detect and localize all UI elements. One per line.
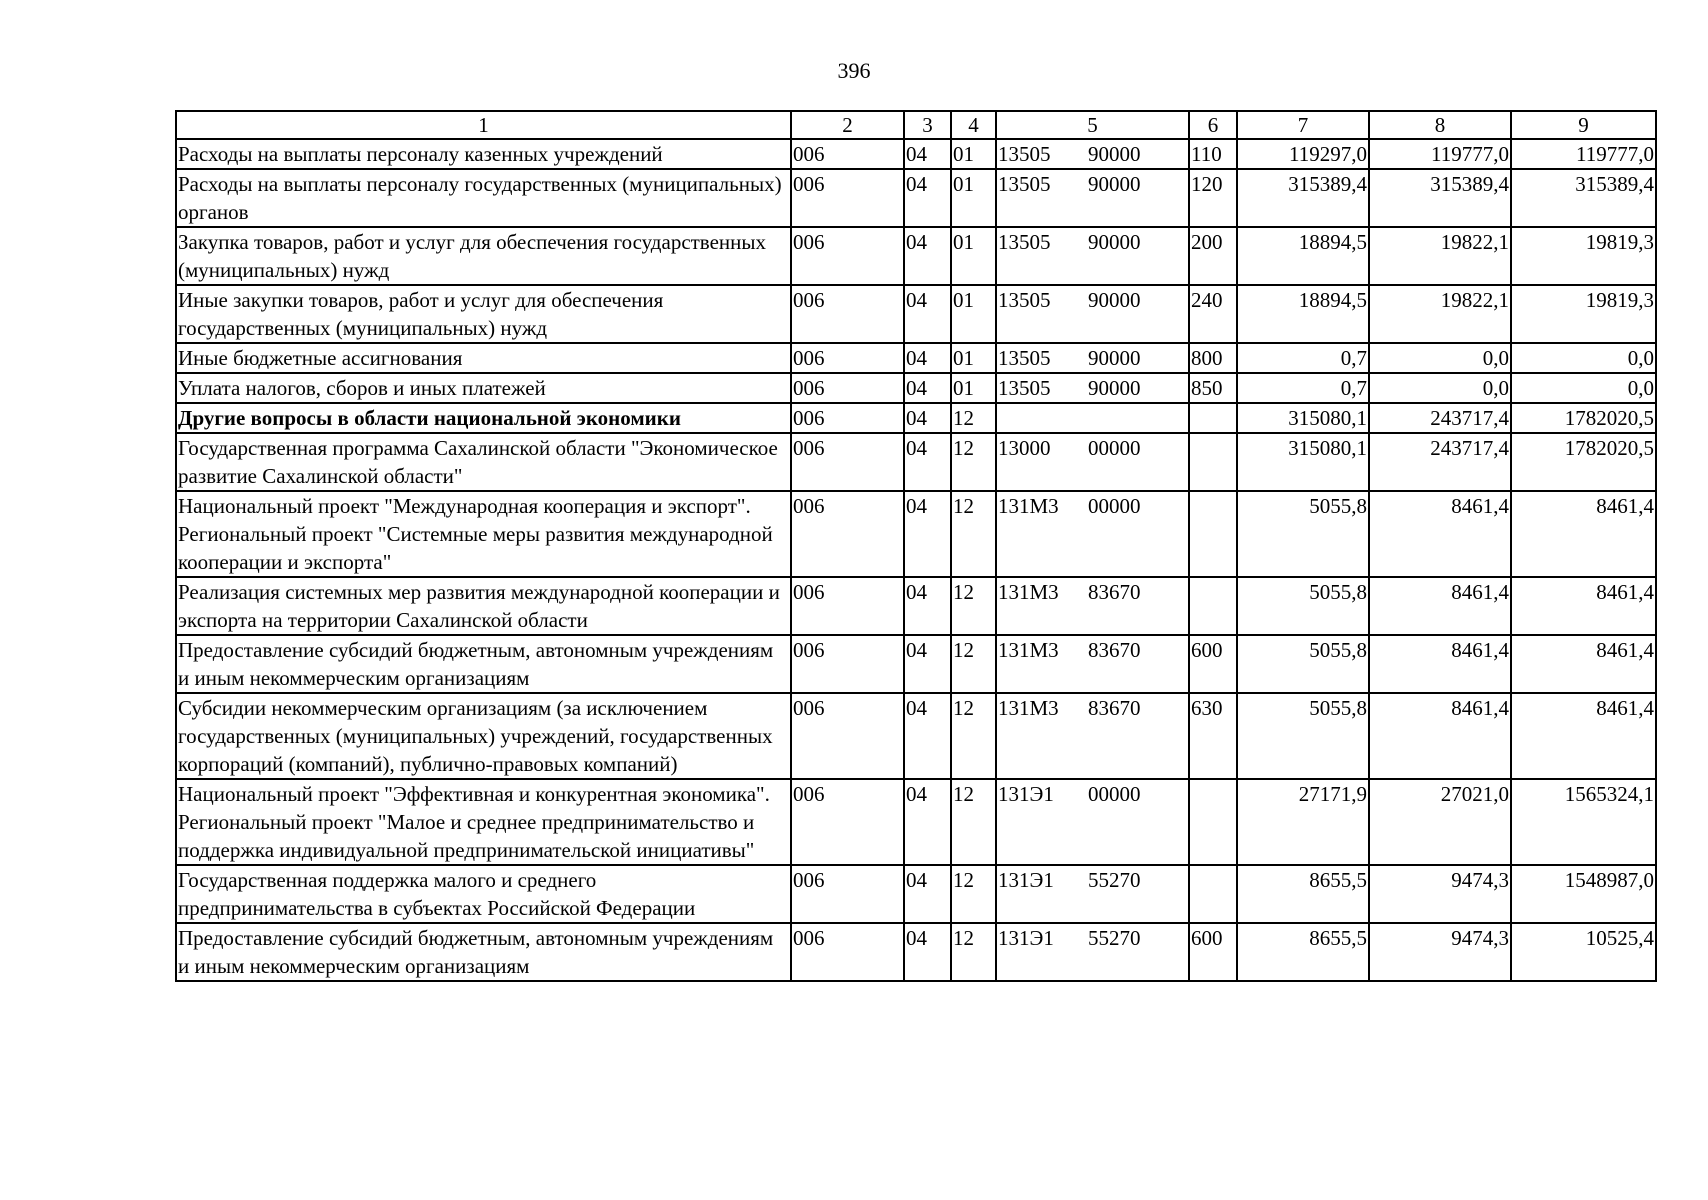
header-cell-1: 1 — [176, 111, 791, 139]
row-name: Закупка товаров, работ и услуг для обеспечения государственных (муниципальных) нужд — [176, 227, 791, 285]
target-article-code — [996, 433, 1189, 491]
subsection-code: 12 — [951, 923, 996, 981]
direction-code: 83670 — [1088, 696, 1141, 720]
ministry-code: 006 — [791, 139, 904, 169]
direction-code: 00000 — [1088, 436, 1141, 460]
expense-type-code: 850 — [1189, 373, 1237, 403]
target-article-code — [996, 693, 1189, 779]
amount-col-7: 315080,1 — [1237, 433, 1369, 491]
direction-code: 90000 — [1088, 230, 1141, 254]
expense-type-code — [1189, 433, 1237, 491]
amount-col-8: 119777,0 — [1369, 139, 1511, 169]
amount-col-8: 243717,4 — [1369, 403, 1511, 433]
budget-table — [175, 110, 1657, 982]
section-code: 04 — [904, 403, 951, 433]
header-cell-8: 8 — [1369, 111, 1511, 139]
amount-col-9: 1782020,5 — [1511, 433, 1656, 491]
row-name: Иные закупки товаров, работ и услуг для обеспечения государственных (муниципальных) нужд — [176, 285, 791, 343]
amount-col-9: 1548987,0 — [1511, 865, 1656, 923]
table-row — [176, 343, 1656, 373]
program-code: 13505 — [998, 346, 1051, 370]
page-number: 396 — [837, 58, 871, 83]
row-name: Другие вопросы в области национальной экономики — [176, 403, 791, 433]
ministry-code: 006 — [791, 693, 904, 779]
amount-col-8: 8461,4 — [1369, 635, 1511, 693]
expense-type-code — [1189, 865, 1237, 923]
header-row — [176, 111, 1656, 139]
target-article-code — [996, 779, 1189, 865]
subsection-code: 12 — [951, 433, 996, 491]
amount-col-8: 315389,4 — [1369, 169, 1511, 227]
table-row — [176, 865, 1656, 923]
subsection-code: 12 — [951, 865, 996, 923]
row-name: Расходы на выплаты персоналу казенных учреждений — [176, 139, 791, 169]
ministry-code: 006 — [791, 169, 904, 227]
direction-code: 83670 — [1088, 580, 1141, 604]
amount-col-9: 8461,4 — [1511, 491, 1656, 577]
table-row — [176, 635, 1656, 693]
section-code: 04 — [904, 635, 951, 693]
direction-code: 90000 — [1088, 346, 1141, 370]
direction-code: 90000 — [1088, 376, 1141, 400]
subsection-code: 12 — [951, 491, 996, 577]
section-code: 04 — [904, 285, 951, 343]
expense-type-code — [1189, 577, 1237, 635]
ministry-code: 006 — [791, 433, 904, 491]
expense-type-code: 240 — [1189, 285, 1237, 343]
target-article-code — [996, 285, 1189, 343]
ministry-code: 006 — [791, 779, 904, 865]
ministry-code: 006 — [791, 923, 904, 981]
expense-type-code — [1189, 491, 1237, 577]
ministry-code: 006 — [791, 635, 904, 693]
section-code: 04 — [904, 373, 951, 403]
direction-code: 90000 — [1088, 288, 1141, 312]
amount-col-9: 1782020,5 — [1511, 403, 1656, 433]
header-cell-4: 4 — [951, 111, 996, 139]
expense-type-code: 800 — [1189, 343, 1237, 373]
amount-col-8: 9474,3 — [1369, 923, 1511, 981]
program-code: 13505 — [998, 230, 1051, 254]
header-cell-3: 3 — [904, 111, 951, 139]
subsection-code: 01 — [951, 343, 996, 373]
header-cell-9: 9 — [1511, 111, 1656, 139]
row-name: Предоставление субсидий бюджетным, автономным учреждениям и иным некоммерческим организациям — [176, 923, 791, 981]
amount-col-8: 0,0 — [1369, 373, 1511, 403]
amount-col-9: 1565324,1 — [1511, 779, 1656, 865]
amount-col-7: 315389,4 — [1237, 169, 1369, 227]
target-article-code — [996, 923, 1189, 981]
amount-col-7: 0,7 — [1237, 343, 1369, 373]
amount-col-7: 119297,0 — [1237, 139, 1369, 169]
amount-col-8: 8461,4 — [1369, 491, 1511, 577]
amount-col-8: 19822,1 — [1369, 285, 1511, 343]
table-row — [176, 491, 1656, 577]
ministry-code: 006 — [791, 343, 904, 373]
amount-col-9: 8461,4 — [1511, 635, 1656, 693]
table-row — [176, 139, 1656, 169]
table-row — [176, 403, 1656, 433]
direction-code: 00000 — [1088, 782, 1141, 806]
section-code: 04 — [904, 433, 951, 491]
section-code: 04 — [904, 923, 951, 981]
amount-col-7: 18894,5 — [1237, 285, 1369, 343]
expense-type-code: 600 — [1189, 635, 1237, 693]
amount-col-7: 18894,5 — [1237, 227, 1369, 285]
row-name: Уплата налогов, сборов и иных платежей — [176, 373, 791, 403]
ministry-code: 006 — [791, 373, 904, 403]
subsection-code: 12 — [951, 779, 996, 865]
section-code: 04 — [904, 139, 951, 169]
subsection-code: 01 — [951, 139, 996, 169]
amount-col-9: 19819,3 — [1511, 227, 1656, 285]
amount-col-9: 0,0 — [1511, 373, 1656, 403]
table-row — [176, 433, 1656, 491]
subsection-code: 01 — [951, 169, 996, 227]
amount-col-7: 27171,9 — [1237, 779, 1369, 865]
ministry-code: 006 — [791, 577, 904, 635]
row-name: Реализация системных мер развития международной кооперации и экспорта на территории Сахалинской области — [176, 577, 791, 635]
section-code: 04 — [904, 491, 951, 577]
row-name: Иные бюджетные ассигнования — [176, 343, 791, 373]
row-name: Государственная программа Сахалинской области "Экономическое развитие Сахалинской области" — [176, 433, 791, 491]
subsection-code: 12 — [951, 403, 996, 433]
amount-col-9: 19819,3 — [1511, 285, 1656, 343]
amount-col-7: 5055,8 — [1237, 693, 1369, 779]
ministry-code: 006 — [791, 403, 904, 433]
amount-col-7: 8655,5 — [1237, 923, 1369, 981]
target-article-code — [996, 577, 1189, 635]
direction-code: 00000 — [1088, 494, 1141, 518]
program-code: 13000 — [998, 436, 1051, 460]
header-cell-2: 2 — [791, 111, 904, 139]
expense-type-code: 110 — [1189, 139, 1237, 169]
amount-col-8: 8461,4 — [1369, 577, 1511, 635]
target-article-code — [996, 227, 1189, 285]
table-row — [176, 577, 1656, 635]
amount-col-7: 8655,5 — [1237, 865, 1369, 923]
subsection-code: 12 — [951, 693, 996, 779]
expense-type-code — [1189, 403, 1237, 433]
subsection-code: 12 — [951, 635, 996, 693]
ministry-code: 006 — [791, 285, 904, 343]
target-article-code — [996, 491, 1189, 577]
target-article-code — [996, 865, 1189, 923]
amount-col-7: 5055,8 — [1237, 491, 1369, 577]
table-row — [176, 227, 1656, 285]
target-article-code — [996, 373, 1189, 403]
header-cell-5: 5 — [996, 111, 1189, 139]
amount-col-8: 8461,4 — [1369, 693, 1511, 779]
subsection-code: 01 — [951, 373, 996, 403]
direction-code: 55270 — [1088, 868, 1141, 892]
expense-type-code: 200 — [1189, 227, 1237, 285]
target-article-code — [996, 403, 1189, 433]
target-article-code — [996, 635, 1189, 693]
amount-col-7: 5055,8 — [1237, 577, 1369, 635]
target-article-code — [996, 139, 1189, 169]
row-name: Предоставление субсидий бюджетным, автономным учреждениям и иным некоммерческим организациям — [176, 635, 791, 693]
amount-col-9: 8461,4 — [1511, 693, 1656, 779]
expense-type-code: 600 — [1189, 923, 1237, 981]
table-row — [176, 169, 1656, 227]
subsection-code: 01 — [951, 227, 996, 285]
program-code: 131Э1 — [998, 782, 1054, 806]
table-row — [176, 373, 1656, 403]
program-code: 131Э1 — [998, 868, 1054, 892]
subsection-code: 01 — [951, 285, 996, 343]
program-code: 13505 — [998, 376, 1051, 400]
section-code: 04 — [904, 865, 951, 923]
program-code: 131М3 — [998, 494, 1059, 518]
direction-code: 90000 — [1088, 142, 1141, 166]
header-cell-7: 7 — [1237, 111, 1369, 139]
amount-col-8: 19822,1 — [1369, 227, 1511, 285]
amount-col-7: 0,7 — [1237, 373, 1369, 403]
program-code: 131Э1 — [998, 926, 1054, 950]
subsection-code: 12 — [951, 577, 996, 635]
program-code: 131М3 — [998, 638, 1059, 662]
program-code: 13505 — [998, 142, 1051, 166]
amount-col-9: 315389,4 — [1511, 169, 1656, 227]
ministry-code: 006 — [791, 865, 904, 923]
amount-col-8: 9474,3 — [1369, 865, 1511, 923]
row-name: Субсидии некоммерческим организациям (за исключением государственных (муниципальных) учреждений, государственных корпораций (компаний), публично-правовых компаний) — [176, 693, 791, 779]
program-code: 131М3 — [998, 696, 1059, 720]
amount-col-9: 8461,4 — [1511, 577, 1656, 635]
section-code: 04 — [904, 169, 951, 227]
table-row — [176, 285, 1656, 343]
amount-col-9: 10525,4 — [1511, 923, 1656, 981]
amount-col-9: 0,0 — [1511, 343, 1656, 373]
program-code: 131М3 — [998, 580, 1059, 604]
amount-col-7: 5055,8 — [1237, 635, 1369, 693]
expense-type-code: 120 — [1189, 169, 1237, 227]
program-code: 13505 — [998, 288, 1051, 312]
program-code: 13505 — [998, 172, 1051, 196]
direction-code: 83670 — [1088, 638, 1141, 662]
amount-col-8: 27021,0 — [1369, 779, 1511, 865]
section-code: 04 — [904, 693, 951, 779]
amount-col-8: 243717,4 — [1369, 433, 1511, 491]
expense-type-code — [1189, 779, 1237, 865]
ministry-code: 006 — [791, 491, 904, 577]
section-code: 04 — [904, 227, 951, 285]
amount-col-8: 0,0 — [1369, 343, 1511, 373]
table-row — [176, 923, 1656, 981]
row-name: Расходы на выплаты персоналу государственных (муниципальных) органов — [176, 169, 791, 227]
table-body — [176, 139, 1656, 981]
section-code: 04 — [904, 779, 951, 865]
row-name: Государственная поддержка малого и среднего предпринимательства в субъектах Российской Федерации — [176, 865, 791, 923]
header-cell-6: 6 — [1189, 111, 1237, 139]
direction-code: 55270 — [1088, 926, 1141, 950]
table-row — [176, 693, 1656, 779]
ministry-code: 006 — [791, 227, 904, 285]
target-article-code — [996, 169, 1189, 227]
table-row — [176, 779, 1656, 865]
expense-type-code: 630 — [1189, 693, 1237, 779]
amount-col-9: 119777,0 — [1511, 139, 1656, 169]
section-code: 04 — [904, 577, 951, 635]
target-article-code — [996, 343, 1189, 373]
amount-col-7: 315080,1 — [1237, 403, 1369, 433]
section-code: 04 — [904, 343, 951, 373]
direction-code: 90000 — [1088, 172, 1141, 196]
row-name: Национальный проект "Международная кооперация и экспорт". Региональный проект "Системные меры развития международной кооперации и экспорта" — [176, 491, 791, 577]
row-name: Национальный проект "Эффективная и конкурентная экономика". Региональный проект "Малое и среднее предпринимательство и поддержка индивидуальной предпринимательской инициативы" — [176, 779, 791, 865]
